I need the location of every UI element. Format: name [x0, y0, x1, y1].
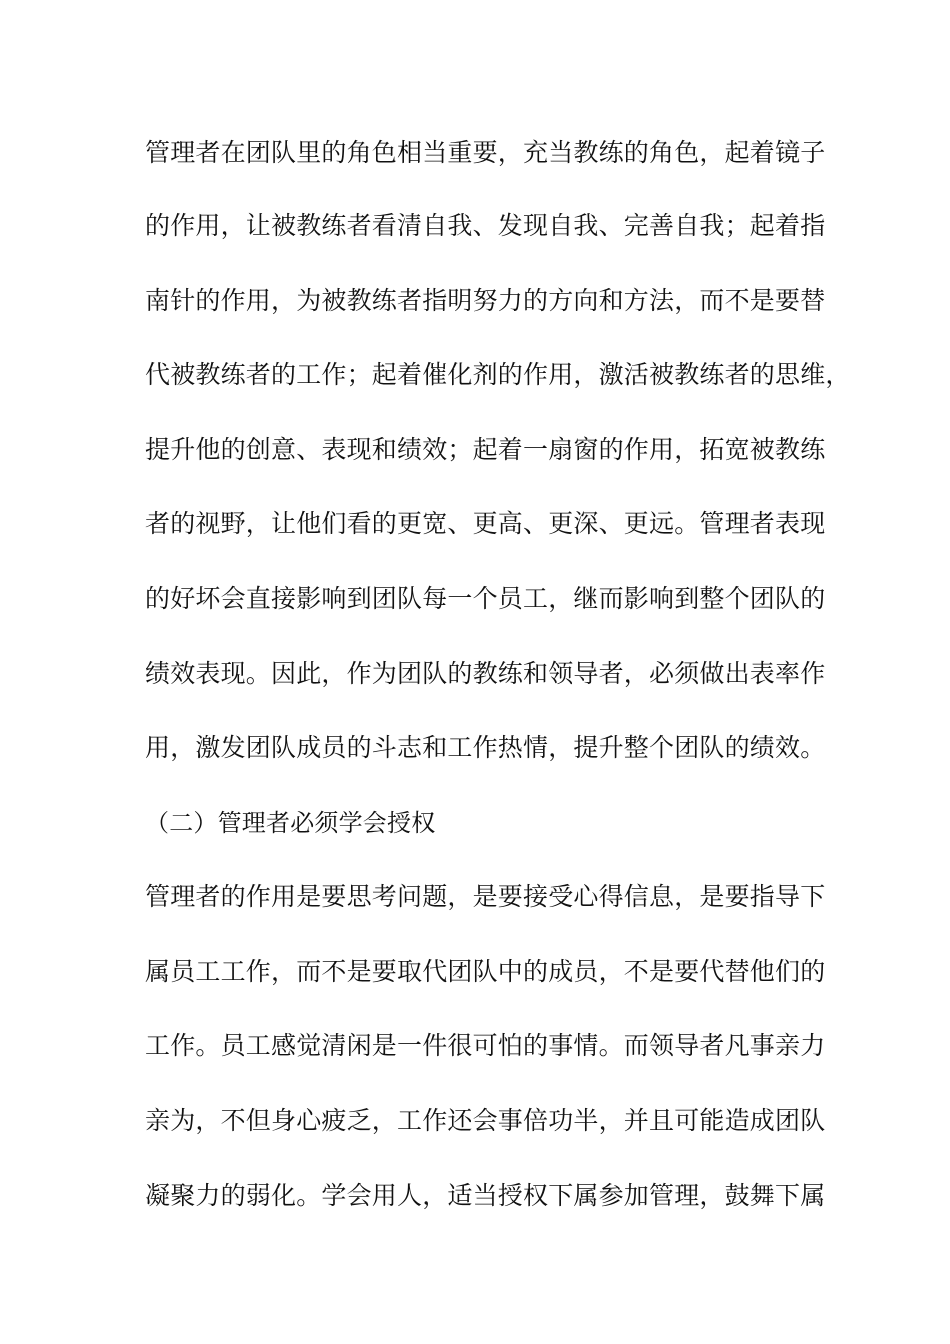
paragraph-line: 管理者在团队里的角色相当重要，充当教练的角色，起着镜子: [145, 138, 826, 167]
section-heading: （二）管理者必须学会授权: [145, 809, 436, 837]
paragraph-line: 者的视野，让他们看的更宽、更高、更深、更远。管理者表现: [145, 509, 826, 538]
paragraph-line: 凝聚力的弱化。学会用人，适当授权下属参加管理，鼓舞下属: [145, 1181, 826, 1210]
paragraph-line: 绩效表现。因此，作为团队的教练和领导者，必须做出表率作: [145, 659, 826, 688]
paragraph-line: 提升他的创意、表现和绩效；起着一扇窗的作用，拓宽被教练: [145, 435, 826, 464]
paragraph-line: 属员工工作，而不是要取代团队中的成员，不是要代替他们的: [145, 957, 826, 986]
paragraph-line: 管理者的作用是要思考问题，是要接受心得信息，是要指导下: [145, 882, 826, 911]
paragraph-line: 代被教练者的工作；起着催化剂的作用，激活被教练者的思维，: [145, 360, 851, 389]
paragraph-line: 南针的作用，为被教练者指明努力的方向和方法，而不是要替: [145, 286, 826, 315]
paragraph-line: 用，激发团队成员的斗志和工作热情，提升整个团队的绩效。: [145, 733, 826, 762]
paragraph-line: 的好坏会直接影响到团队每一个员工，继而影响到整个团队的: [145, 584, 826, 613]
paragraph-line: 工作。员工感觉清闲是一件很可怕的事情。而领导者凡事亲力: [145, 1031, 826, 1060]
paragraph-line: 亲为，不但身心疲乏，工作还会事倍功半，并且可能造成团队: [145, 1106, 826, 1135]
paragraph-line: 的作用，让被教练者看清自我、发现自我、完善自我；起着指: [145, 211, 826, 240]
